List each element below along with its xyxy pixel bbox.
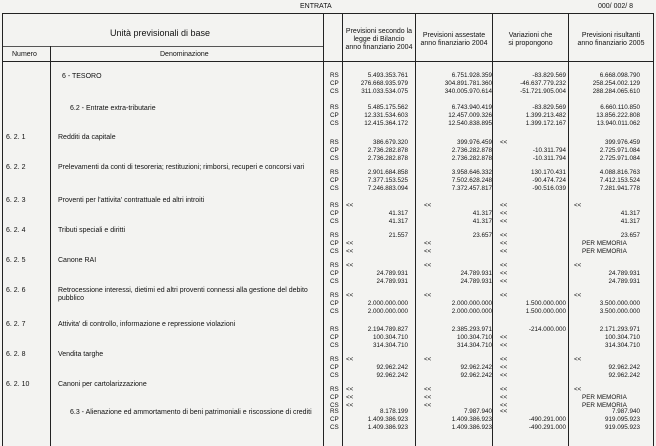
page-reference: 000/ 002/ 8 (598, 3, 634, 10)
row-description: Attivita' di controllo, informazione e repressione violazioni (58, 321, 236, 328)
table-row (0, 133, 656, 162)
cell-value: 2.725.971.084 (599, 147, 640, 154)
cell-value: 6.660.110.850 (600, 104, 640, 111)
cell-value: 399.976.459 (456, 139, 492, 146)
cell-value: 7.377.153.525 (367, 177, 408, 184)
table-row (0, 408, 656, 434)
cell-c3 (494, 326, 566, 350)
column-header-numero: Numero (12, 51, 37, 58)
type-label: CS (330, 342, 339, 349)
cell-value: 7.502.628.248 (451, 177, 492, 184)
cell-value: 7.372.457.817 (451, 185, 492, 192)
type-label: CS (330, 372, 339, 379)
cell-c2 (418, 356, 492, 380)
cell-c3 (494, 232, 566, 256)
cell-value: 6.751.928.359 (451, 72, 492, 79)
cell-value: << (500, 394, 508, 401)
cell-value: -51.721.905.004 (520, 88, 566, 95)
type-label: CP (330, 416, 339, 423)
cell-value: << (500, 334, 508, 341)
cell-value: 2.901.684.858 (367, 169, 408, 176)
type-label: CS (330, 185, 339, 192)
row-description: 6 - TESORO (62, 73, 102, 80)
type-label: CS (330, 120, 339, 127)
cell-c2 (418, 202, 492, 226)
cell-value: << (500, 262, 508, 269)
cell-value: 1.409.386.923 (451, 424, 492, 431)
cell-c4 (568, 139, 640, 163)
cell-c1 (342, 292, 408, 316)
cell-value: 13.856.222.808 (596, 112, 640, 119)
cell-value: 399.976.459 (604, 139, 640, 146)
cell-value: << (346, 356, 354, 363)
cell-value: 1.409.386.923 (451, 416, 492, 423)
cell-value: 4.088.816.763 (599, 169, 640, 176)
cell-value: 3.500.000.000 (599, 300, 640, 307)
cell-value: 12.457.009.326 (448, 112, 492, 119)
cell-value: -83.829.569 (532, 72, 566, 79)
cell-value: << (346, 240, 354, 247)
cell-value: 13.940.011.062 (596, 120, 640, 127)
cell-value: << (500, 356, 508, 363)
cell-value: << (346, 292, 354, 299)
cell-value: 100.304.710 (604, 334, 640, 341)
cell-value: 100.304.710 (456, 334, 492, 341)
cell-value: << (424, 248, 432, 255)
cell-value: 2.736.282.878 (367, 155, 408, 162)
cell-value: << (574, 356, 582, 363)
cell-value: 314.304.710 (456, 342, 492, 349)
cell-value: 92.962.242 (376, 372, 408, 379)
cell-value: << (500, 248, 508, 255)
cell-c1 (342, 139, 408, 163)
cell-value: 1.500.000.000 (525, 308, 566, 315)
cell-c1 (342, 72, 408, 96)
cell-c4 (568, 356, 640, 380)
cell-value: 5.485.175.562 (367, 104, 408, 111)
cell-value: << (500, 342, 508, 349)
cell-value: 41.317 (472, 210, 492, 217)
page-title: ENTRATA (300, 3, 332, 10)
cell-c2 (418, 408, 492, 432)
cell-value: << (500, 364, 508, 371)
cell-c2 (418, 326, 492, 350)
cell-value: -10.311.794 (532, 147, 566, 154)
cell-value: 21.557 (388, 232, 408, 239)
type-label: RS (330, 262, 339, 269)
cell-value: << (424, 262, 432, 269)
type-label: CP (330, 364, 339, 371)
cell-value: << (424, 356, 432, 363)
type-label: RS (330, 386, 339, 393)
cell-value: << (346, 262, 354, 269)
cell-value: 7.987.940 (463, 408, 492, 415)
cell-c3 (494, 292, 566, 316)
cell-value: 2.171.293.971 (599, 326, 640, 333)
cell-value: << (346, 394, 354, 401)
cell-value: 2.000.000.000 (367, 308, 408, 315)
cell-value: PER MEMORIA (582, 394, 627, 401)
cell-value: 3.958.646.332 (451, 169, 492, 176)
cell-value: << (574, 292, 582, 299)
table-row (0, 163, 656, 192)
cell-value: 2.385.293.971 (451, 326, 492, 333)
cell-c3 (494, 104, 566, 128)
cell-value: -10.311.794 (532, 155, 566, 162)
type-label: CS (330, 424, 339, 431)
cell-c1 (342, 356, 408, 380)
cell-value: 1.500.000.000 (525, 300, 566, 307)
type-label: RS (330, 356, 339, 363)
cell-value: << (424, 402, 432, 409)
row-description: Canone RAI (58, 257, 97, 264)
cell-value: 7.987.940 (611, 408, 640, 415)
type-label: CP (330, 147, 339, 154)
cell-c2 (418, 169, 492, 193)
cell-value: << (500, 372, 508, 379)
cell-c4 (568, 104, 640, 128)
cell-value: -214.000.000 (528, 326, 566, 333)
type-label: CP (330, 177, 339, 184)
cell-value: 41.317 (472, 218, 492, 225)
cell-c3 (494, 72, 566, 96)
cell-value: -90.516.039 (532, 185, 566, 192)
cell-value: 7.281.941.778 (599, 185, 640, 192)
cell-value: 2.000.000.000 (451, 308, 492, 315)
type-label: CP (330, 112, 339, 119)
cell-value: 12.415.364.172 (364, 120, 408, 127)
cell-value: 23.657 (472, 232, 492, 239)
cell-value: 3.500.000.000 (599, 308, 640, 315)
cell-value: 41.317 (620, 218, 640, 225)
cell-value: 92.962.242 (608, 364, 640, 371)
cell-value: 6.668.098.790 (599, 72, 640, 79)
cell-value: 12.331.534.603 (364, 112, 408, 119)
type-label: CS (330, 218, 339, 225)
column-header-previsioni-assestate: Previsioni assestate anno finanziario 2004 (420, 32, 488, 47)
cell-value: 24.789.931 (608, 270, 640, 277)
cell-value: << (500, 270, 508, 277)
cell-value: << (500, 139, 508, 146)
row-description: Prelevamenti da conti di tesoreria; restituzioni; rimborsi, recuperi e concorsi vari (58, 164, 305, 171)
cell-value: << (574, 262, 582, 269)
row-code: 6. 2. 10 (6, 381, 30, 388)
cell-value: 288.284.065.610 (592, 88, 640, 95)
cell-c2 (418, 292, 492, 316)
type-label: CS (330, 308, 339, 315)
cell-value: << (500, 278, 508, 285)
cell-value: 24.789.931 (376, 278, 408, 285)
cell-value: 1.409.386.923 (367, 416, 408, 423)
type-label: RS (330, 169, 339, 176)
cell-value: 2.736.282.878 (367, 147, 408, 154)
row-description: 6.3 - Alienazione ed ammortamento di beni patrimoniali e riscossione di crediti (70, 409, 312, 416)
cell-c4 (568, 202, 640, 226)
cell-c2 (418, 386, 492, 410)
type-label: CS (330, 155, 339, 162)
cell-value: 2.000.000.000 (451, 300, 492, 307)
cell-value: << (346, 386, 354, 393)
cell-c1 (342, 232, 408, 256)
table-row (0, 380, 656, 409)
type-label: RS (330, 326, 339, 333)
cell-value: << (424, 386, 432, 393)
type-label: CP (330, 80, 339, 87)
cell-value: 340.005.970.614 (444, 88, 492, 95)
type-label: RS (330, 408, 339, 415)
cell-c4 (568, 232, 640, 256)
cell-value: 92.962.242 (460, 372, 492, 379)
cell-value: 2.725.971.084 (599, 155, 640, 162)
cell-value: 304.891.781.360 (444, 80, 492, 87)
cell-value: 2.736.282.878 (451, 147, 492, 154)
cell-value: 276.668.935.979 (360, 80, 408, 87)
cell-value: 1.409.386.923 (367, 424, 408, 431)
type-label: CS (330, 402, 339, 409)
cell-value: << (500, 386, 508, 393)
cell-value: 6.743.940.419 (451, 104, 492, 111)
row-code: 6. 2. 6 (6, 287, 26, 294)
cell-value: 23.657 (620, 232, 640, 239)
cell-value: << (500, 408, 508, 415)
type-label: CP (330, 300, 339, 307)
cell-value: 1.399.172.167 (525, 120, 566, 127)
cell-value: 1.399.213.482 (525, 112, 566, 119)
cell-value: << (424, 240, 432, 247)
cell-value: << (500, 232, 508, 239)
cell-value: << (500, 240, 508, 247)
cell-value: 24.789.931 (460, 278, 492, 285)
cell-c1 (342, 326, 408, 350)
row-code: 6. 2. 1 (6, 134, 26, 141)
cell-value: 24.789.931 (376, 270, 408, 277)
row-description: 6.2 - Entrate extra-tributarie (70, 105, 156, 112)
cell-value: 92.962.242 (608, 372, 640, 379)
cell-value: << (500, 210, 508, 217)
type-label: CS (330, 278, 339, 285)
cell-value: 130.170.431 (530, 169, 566, 176)
cell-value: 314.304.710 (604, 342, 640, 349)
cell-value: 2.194.789.827 (367, 326, 408, 333)
type-label: RS (330, 72, 339, 79)
row-code: 6. 2. 4 (6, 227, 26, 234)
table-row (0, 104, 656, 130)
cell-value: 92.962.242 (460, 364, 492, 371)
cell-value: 41.317 (388, 210, 408, 217)
cell-c4 (568, 262, 640, 286)
column-header-denominazione: Denominazione (160, 51, 209, 58)
row-code: 6. 2. 7 (6, 321, 26, 328)
row-code: 6. 2. 3 (6, 197, 26, 204)
cell-c1 (342, 262, 408, 286)
cell-value: 41.317 (620, 210, 640, 217)
table-row (0, 72, 656, 98)
row-code: 6. 2. 8 (6, 351, 26, 358)
row-description: Retrocessione interessi, dietimi ed altri proventi connessi alla gestione del debito pubblico (58, 287, 308, 302)
cell-value: << (346, 248, 354, 255)
table-row (0, 320, 656, 349)
cell-value: 12.540.838.895 (448, 120, 492, 127)
cell-value: 311.033.534.075 (361, 88, 408, 95)
cell-c2 (418, 232, 492, 256)
table-row (0, 256, 656, 285)
cell-value: << (346, 202, 354, 209)
cell-value: PER MEMORIA (582, 248, 627, 255)
cell-value: 24.789.931 (460, 270, 492, 277)
cell-c3 (494, 356, 566, 380)
type-label: RS (330, 104, 339, 111)
cell-c3 (494, 408, 566, 432)
cell-c2 (418, 139, 492, 163)
cell-value: 386.679.320 (372, 139, 408, 146)
cell-c4 (568, 292, 640, 316)
cell-c2 (418, 262, 492, 286)
type-label: CP (330, 240, 339, 247)
row-description: Proventi per l'attivita' contrattuale ed altri introiti (58, 197, 205, 204)
cell-value: 5.493.353.761 (367, 72, 408, 79)
column-header-previsioni-legge: Previsioni secondo la legge di Bilancio anno finanziario 2004 (345, 28, 413, 51)
cell-c1 (342, 202, 408, 226)
cell-value: -83.829.569 (532, 104, 566, 111)
cell-value: 41.317 (388, 218, 408, 225)
cell-c1 (342, 408, 408, 432)
cell-value: << (500, 402, 508, 409)
row-description: Tributi speciali e diritti (58, 227, 126, 234)
cell-c3 (494, 169, 566, 193)
cell-value: 8.178.199 (379, 408, 408, 415)
type-label: CP (330, 210, 339, 217)
column-header-variazioni: Variazioni che si propongono (508, 32, 553, 47)
cell-c2 (418, 104, 492, 128)
cell-value: 24.789.931 (608, 278, 640, 285)
row-description: Canoni per cartolarizzazione (58, 381, 147, 388)
column-header-previsioni-risultanti: Previsioni risultanti anno finanziario 2005 (577, 32, 645, 47)
cell-value: << (574, 386, 582, 393)
type-label: CP (330, 270, 339, 277)
row-code: 6. 2. 2 (6, 164, 26, 171)
cell-value: << (424, 202, 432, 209)
cell-value: << (346, 402, 354, 409)
cell-value: 919.095.923 (604, 416, 640, 423)
cell-c4 (568, 386, 640, 410)
type-label: RS (330, 232, 339, 239)
cell-value: 92.962.242 (376, 364, 408, 371)
section-title: Unità previsionali di base (110, 28, 211, 38)
cell-c4 (568, 169, 640, 193)
cell-value: 7.412.153.524 (599, 177, 640, 184)
type-label: RS (330, 139, 339, 146)
table-row (0, 196, 656, 225)
cell-value: << (500, 218, 508, 225)
cell-value: << (500, 292, 508, 299)
cell-c3 (494, 202, 566, 226)
cell-value: PER MEMORIA (582, 240, 627, 247)
cell-value: -490.291.000 (528, 416, 566, 423)
cell-value: 2.736.282.878 (451, 155, 492, 162)
cell-c3 (494, 262, 566, 286)
cell-value: 258.254.002.129 (592, 80, 640, 87)
type-label: CS (330, 248, 339, 255)
cell-c1 (342, 386, 408, 410)
cell-value: << (574, 202, 582, 209)
row-description: Vendita targhe (58, 351, 104, 358)
cell-c4 (568, 72, 640, 96)
type-label: RS (330, 292, 339, 299)
row-code: 6. 2. 5 (6, 257, 26, 264)
cell-value: 919.095.923 (604, 424, 640, 431)
cell-c1 (342, 104, 408, 128)
type-label: CP (330, 394, 339, 401)
cell-value: << (424, 394, 432, 401)
cell-c3 (494, 386, 566, 410)
row-description: Redditi da capitale (58, 134, 116, 141)
cell-c3 (494, 139, 566, 163)
cell-value: << (424, 292, 432, 299)
cell-c2 (418, 72, 492, 96)
cell-c1 (342, 169, 408, 193)
type-label: CP (330, 334, 339, 341)
table-row (0, 350, 656, 379)
type-label: RS (330, 202, 339, 209)
table-row (0, 286, 656, 315)
cell-value: PER MEMORIA (582, 402, 627, 409)
cell-value: 314.304.710 (372, 342, 408, 349)
type-label: CS (330, 88, 339, 95)
cell-value: -46.637.779.232 (520, 80, 566, 87)
cell-value: 2.000.000.000 (367, 300, 408, 307)
cell-value: -490.291.000 (528, 424, 566, 431)
cell-c4 (568, 408, 640, 432)
cell-c4 (568, 326, 640, 350)
table-row (0, 226, 656, 255)
cell-value: << (500, 202, 508, 209)
cell-value: 100.304.710 (372, 334, 408, 341)
cell-value: 7.246.883.094 (367, 185, 408, 192)
cell-value: -90.474.724 (532, 177, 566, 184)
